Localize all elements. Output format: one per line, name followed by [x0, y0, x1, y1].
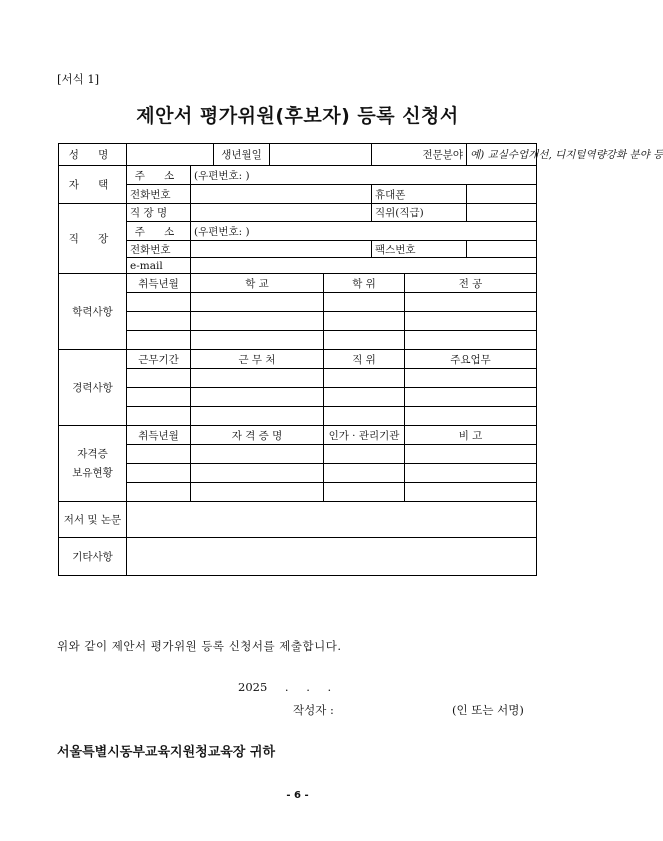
work-address-field[interactable]: (우편번호: ) [191, 222, 537, 241]
certificates-cell[interactable] [127, 483, 191, 502]
career-cell[interactable] [405, 407, 537, 426]
education-header: 취득년월 [127, 274, 191, 293]
career-header: 근무기간 [127, 350, 191, 369]
career-header: 직 위 [324, 350, 405, 369]
certificates-cell[interactable] [405, 464, 537, 483]
certificates-cell[interactable] [324, 445, 405, 464]
date-line[interactable]: 2025 . . . [238, 680, 332, 694]
education-cell[interactable] [405, 293, 537, 312]
work-phone-field[interactable] [191, 241, 372, 258]
email-field[interactable] [191, 258, 537, 274]
certificates-header: 비 고 [405, 426, 537, 445]
publications-label: 저서 및 논문 [59, 502, 127, 538]
certificates-cell[interactable] [127, 445, 191, 464]
certificates-cell[interactable] [405, 483, 537, 502]
certificates-cell[interactable] [127, 464, 191, 483]
fax-field[interactable] [467, 241, 537, 258]
education-header: 학 교 [191, 274, 324, 293]
birth-field[interactable] [270, 144, 372, 166]
career-cell[interactable] [127, 388, 191, 407]
education-cell[interactable] [324, 331, 405, 350]
position-grade-label: 직위(직급) [372, 204, 467, 222]
certificates-cell[interactable] [324, 464, 405, 483]
career-cell[interactable] [405, 388, 537, 407]
education-cell[interactable] [324, 293, 405, 312]
home-address-label: 주 소 [127, 166, 191, 185]
work-label: 직 장 [59, 204, 127, 274]
career-cell[interactable] [405, 369, 537, 388]
mobile-field[interactable] [467, 185, 537, 204]
birth-label: 생년월일 [214, 144, 270, 166]
application-form-table [58, 143, 663, 576]
career-cell[interactable] [191, 388, 324, 407]
field-label: 전문분야 [372, 144, 467, 166]
addressee: 서울특별시동부교육지원청교육장 귀하 [57, 745, 276, 760]
career-label: 경력사항 [59, 350, 127, 426]
name-field[interactable] [127, 144, 214, 166]
education-cell[interactable] [405, 331, 537, 350]
page-number: - 6 - [286, 790, 309, 801]
education-cell[interactable] [191, 293, 324, 312]
other-field[interactable] [127, 538, 537, 576]
home-phone-label: 전화번호 [127, 185, 191, 204]
position-grade-field[interactable] [467, 204, 537, 222]
page-title: 제안서 평가위원(후보자) 등록 신청서 [136, 105, 459, 127]
education-cell[interactable] [191, 331, 324, 350]
education-label: 학력사항 [59, 274, 127, 350]
certificates-label-line1: 자격증 [77, 447, 108, 460]
certificates-cell[interactable] [324, 483, 405, 502]
career-cell[interactable] [127, 407, 191, 426]
education-cell[interactable] [127, 312, 191, 331]
certificates-cell[interactable] [191, 445, 324, 464]
workplace-label: 직 장 명 [127, 204, 191, 222]
home-phone-field[interactable] [191, 185, 372, 204]
work-address-label: 주 소 [127, 222, 191, 241]
education-header: 전 공 [405, 274, 537, 293]
education-cell[interactable] [324, 312, 405, 331]
education-cell[interactable] [127, 331, 191, 350]
certificates-label [59, 426, 127, 502]
career-cell[interactable] [127, 369, 191, 388]
certificates-label-line2: 보유현황 [72, 466, 113, 479]
form-number: [서식 1] [57, 72, 100, 86]
email-label: e-mail [127, 258, 191, 274]
mobile-label: 휴대폰 [372, 185, 467, 204]
education-cell[interactable] [191, 312, 324, 331]
workplace-field[interactable] [191, 204, 372, 222]
work-phone-label: 전화번호 [127, 241, 191, 258]
home-address-field[interactable]: (우편번호: ) [191, 166, 537, 185]
home-label: 자 택 [59, 166, 127, 204]
certificates-cell[interactable] [405, 445, 537, 464]
education-cell[interactable] [405, 312, 537, 331]
other-label: 기타사항 [59, 538, 127, 576]
career-cell[interactable] [324, 407, 405, 426]
publications-field[interactable] [127, 502, 537, 538]
career-header: 근 무 처 [191, 350, 324, 369]
writer-label: 작성자 : [293, 703, 334, 717]
career-cell[interactable] [191, 407, 324, 426]
certificates-header: 인가 · 관리기관 [324, 426, 405, 445]
certificates-cell[interactable] [191, 483, 324, 502]
submission-statement: 위와 같이 제안서 평가위원 등록 신청서를 제출합니다. [57, 639, 342, 653]
career-cell[interactable] [324, 388, 405, 407]
sign-label: (인 또는 서명) [452, 703, 524, 717]
career-header: 주요업무 [405, 350, 537, 369]
field-hint[interactable]: 예) 교실수업개선, 디지털역량강화 분야 등 [467, 144, 537, 166]
certificates-header: 취득년월 [127, 426, 191, 445]
education-header: 학 위 [324, 274, 405, 293]
certificates-header: 자 격 증 명 [191, 426, 324, 445]
career-cell[interactable] [191, 369, 324, 388]
name-label: 성 명 [59, 144, 127, 166]
education-cell[interactable] [127, 293, 191, 312]
fax-label: 팩스번호 [372, 241, 467, 258]
career-cell[interactable] [324, 369, 405, 388]
certificates-cell[interactable] [191, 464, 324, 483]
